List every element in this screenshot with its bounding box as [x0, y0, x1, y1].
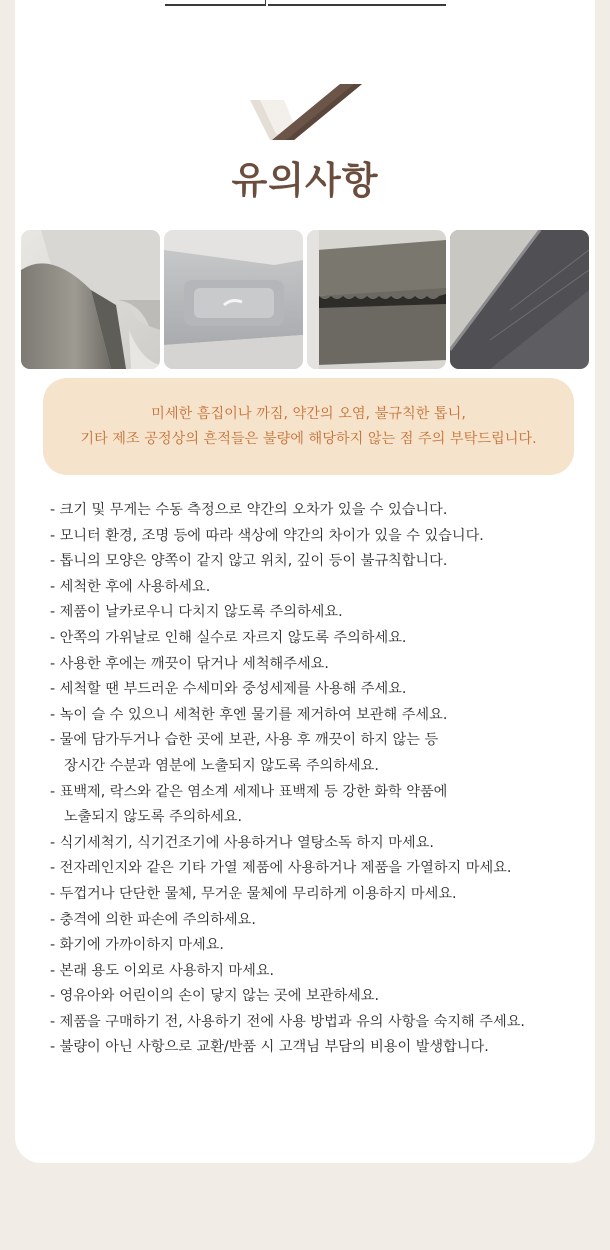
- notice-box: [43, 378, 574, 475]
- page-title: 유의사항: [231, 159, 379, 202]
- caution-item: - 제품이 날카로우니 다치지 않도록 주의하세요.: [50, 604, 343, 621]
- top-divider-separator: [265, 0, 266, 6]
- caution-item: - 세척한 후에 사용하세요.: [50, 578, 211, 595]
- caution-item: - 영유아와 어린이의 손이 닿지 않는 곳에 보관하세요.: [50, 988, 380, 1005]
- caution-item: - 제품을 구매하기 전, 사용하기 전에 사용 방법과 유의 사항을 숙지해 주세요.: [50, 1013, 525, 1030]
- caution-item: - 녹이 슬 수 있으니 세척한 후엔 물기를 제거하여 보관해 주세요.: [50, 706, 448, 723]
- caution-item: - 톱니의 모양은 양쪽이 같지 않고 위치, 깊이 등이 불규칙합니다.: [50, 553, 448, 570]
- top-divider-left: [165, 4, 265, 6]
- caution-item: - 충격에 의한 파손에 주의하세요.: [50, 911, 256, 928]
- caution-item: - 본래 용도 이외로 사용하지 마세요.: [50, 962, 275, 979]
- photo-serrated-teeth-icon: [307, 230, 446, 369]
- caution-item: - 표백제, 락스와 같은 염소계 세제나 표백제 등 강한 화학 약품에 노출되지 않도록 주의하세요.: [50, 783, 448, 826]
- caution-item: - 식기세척기, 식기건조기에 사용하거나 열탕소독 하지 마세요.: [50, 834, 434, 851]
- photo-handle-scratch-icon: [164, 230, 303, 369]
- caution-item: - 불량이 아닌 사항으로 교환/반품 시 고객님 부담의 비용이 발생합니다.: [50, 1039, 489, 1056]
- caution-list: [50, 498, 595, 1061]
- top-divider-right: [268, 4, 446, 6]
- caution-item: - 세척할 땐 부드러운 수세미와 중성세제를 사용해 주세요.: [50, 681, 407, 698]
- caution-item: - 안쪽의 가위날로 인해 실수로 자르지 않도록 주의하세요.: [50, 629, 407, 646]
- caution-item: - 두껍거나 단단한 물체, 무거운 물체에 무리하게 이용하지 마세요.: [50, 885, 457, 902]
- notice-line-1: 미세한 흠집이나 까짐, 약간의 오염, 불규칙한 톱니,: [151, 405, 466, 422]
- caution-item: - 전자레인지와 같은 기타 가열 제품에 사용하거나 제품을 가열하지 마세요.: [50, 860, 512, 877]
- caution-item: - 물에 담가두거나 습한 곳에 보관, 사용 후 깨끗이 하지 않는 등 장시간 수분과 염분에 노출되지 않도록 주의하세요.: [50, 732, 439, 774]
- caution-item: - 모니터 환경, 조명 등에 따라 색상에 약간의 차이가 있을 수 있습니다.: [50, 527, 484, 544]
- photo-blade-handle-icon: [21, 230, 160, 369]
- notice-line-2: 기타 제조 공정상의 흔적들은 불량에 해당하지 않는 점 주의 부탁드립니다.: [80, 430, 537, 447]
- caution-item: - 사용한 후에는 깨끗이 닦거나 세척해주세요.: [50, 655, 329, 672]
- check-mark-icon: [246, 78, 366, 144]
- photo-blade-edge-icon: [450, 230, 589, 369]
- caution-item: - 크기 및 무게는 수동 측정으로 약간의 오차가 있을 수 있습니다.: [50, 502, 448, 518]
- caution-item: - 화기에 가까이하지 마세요.: [50, 937, 224, 954]
